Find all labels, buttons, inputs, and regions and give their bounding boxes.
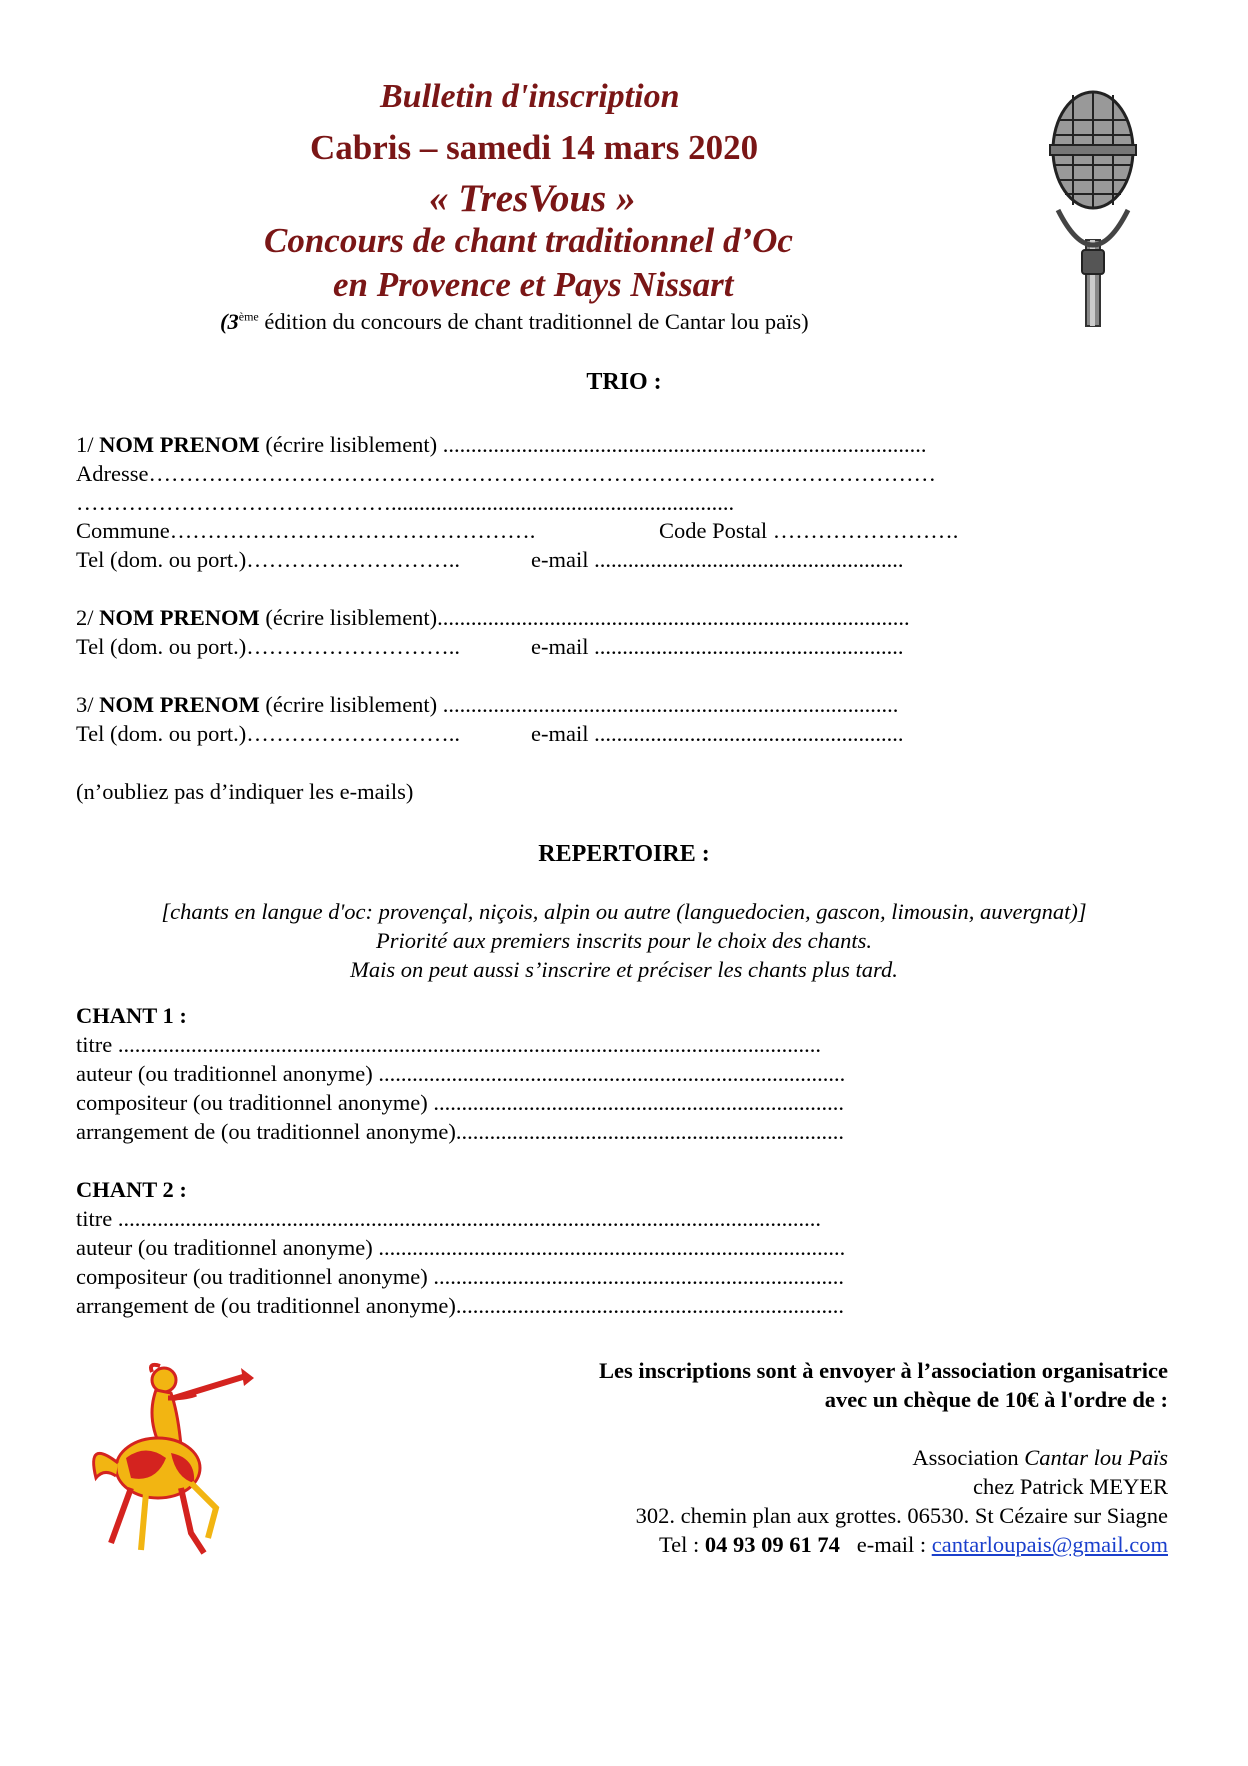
person1-name-field[interactable]: 1/ NOM PRENOM (écrire lisiblement) ...................................................................................... [76, 432, 927, 457]
chant2-compositeur-field[interactable]: compositeur (ou traditionnel anonyme) ......................................................................... [76, 1264, 845, 1289]
person2-name-field[interactable]: 2/ NOM PRENOM (écrire lisiblement).................................................................................... [76, 605, 910, 630]
person1-address-field[interactable]: Adresse…………………………………………………………………………………………… [76, 461, 936, 486]
repertoire-heading: REPERTOIRE : [538, 841, 710, 867]
chant1-heading: CHANT 1 : [76, 1003, 187, 1028]
chant1-compositeur-field[interactable]: compositeur (ou traditionnel anonyme) ......................................................................... [76, 1090, 845, 1115]
horn-player-logo [86, 1358, 256, 1558]
chant2-auteur-field[interactable]: auteur (ou traditionnel anonyme) ................................................................................... [76, 1235, 846, 1260]
contest-region: en Provence et Pays Nissart [333, 265, 734, 304]
trio-heading: TRIO : [586, 369, 662, 395]
microphone-icon [1038, 90, 1148, 330]
person3-name-field[interactable]: 3/ NOM PRENOM (écrire lisiblement) ................................................................................. [76, 692, 899, 717]
event-date: Cabris – samedi 14 mars 2020 [310, 128, 759, 167]
contest-title: Concours de chant traditionnel d’Oc [264, 221, 793, 260]
chant1-titre-field[interactable]: titre ............................................................................................................................. [76, 1032, 821, 1057]
person3-tel-field[interactable]: Tel (dom. ou port.)……………………….. [76, 721, 461, 746]
chant2-titre-field[interactable]: titre ............................................................................................................................. [76, 1206, 821, 1231]
cheque-instructions: avec un chèque de 10€ à l'ordre de : [824, 1387, 1168, 1412]
person1-commune-field[interactable]: Commune…………………………………………. [76, 518, 536, 543]
chant2-arrangement-field[interactable]: arrangement de (ou traditionnel anonyme)..................................................................... [76, 1293, 844, 1318]
repertoire-later: Mais on peut aussi s’inscrire et préciser les chants plus tard. [350, 957, 898, 982]
chant1-arrangement-field[interactable]: arrangement de (ou traditionnel anonyme)..................................................................... [76, 1119, 844, 1144]
person1-tel-field[interactable]: Tel (dom. ou port.)……………………….. [76, 547, 461, 572]
phone-number: 04 93 09 61 74 [704, 1532, 840, 1557]
association-phone-email: Tel : 04 93 09 61 74 e-mail : cantarloupais@gmail.com [658, 1532, 1168, 1557]
person3-email-field[interactable]: e-mail ....................................................... [531, 721, 904, 746]
association-address: 302. chemin plan aux grottes. 06530. St Cézaire sur Siagne [635, 1503, 1168, 1528]
person2-tel-field[interactable]: Tel (dom. ou port.)……………………….. [76, 634, 461, 659]
event-name: « TresVous » [429, 177, 636, 220]
repertoire-priority: Priorité aux premiers inscrits pour le choix des chants. [376, 928, 872, 953]
repertoire-languages: [chants en langue d'oc: provençal, niçois, alpin ou autre (languedocien, gascon, limousin, auvergnat)] [161, 899, 1087, 924]
chant2-heading: CHANT 2 : [76, 1177, 187, 1202]
edition-note: (3ème édition du concours de chant traditionnel de Cantar lou païs) [220, 309, 809, 334]
person1-email-field[interactable]: e-mail ....................................................... [531, 547, 904, 572]
email-link[interactable]: cantarloupais@gmail.com [931, 1532, 1168, 1557]
chant1-auteur-field[interactable]: auteur (ou traditionnel anonyme) ................................................................................... [76, 1061, 846, 1086]
association-contact: chez Patrick MEYER [973, 1474, 1168, 1499]
email-reminder: (n’oubliez pas d’indiquer les e-mails) [76, 779, 414, 804]
person2-email-field[interactable]: e-mail ....................................................... [531, 634, 904, 659]
person1-address-field-2[interactable]: ……………………………………............................................................. [76, 490, 735, 515]
person1-postal-code-field[interactable]: Code Postal ……………………. [659, 518, 959, 543]
send-instructions: Les inscriptions sont à envoyer à l’association organisatrice [599, 1358, 1168, 1383]
association-name: Association Cantar lou Païs [912, 1445, 1168, 1470]
form-title: Bulletin d'inscription [380, 78, 680, 115]
